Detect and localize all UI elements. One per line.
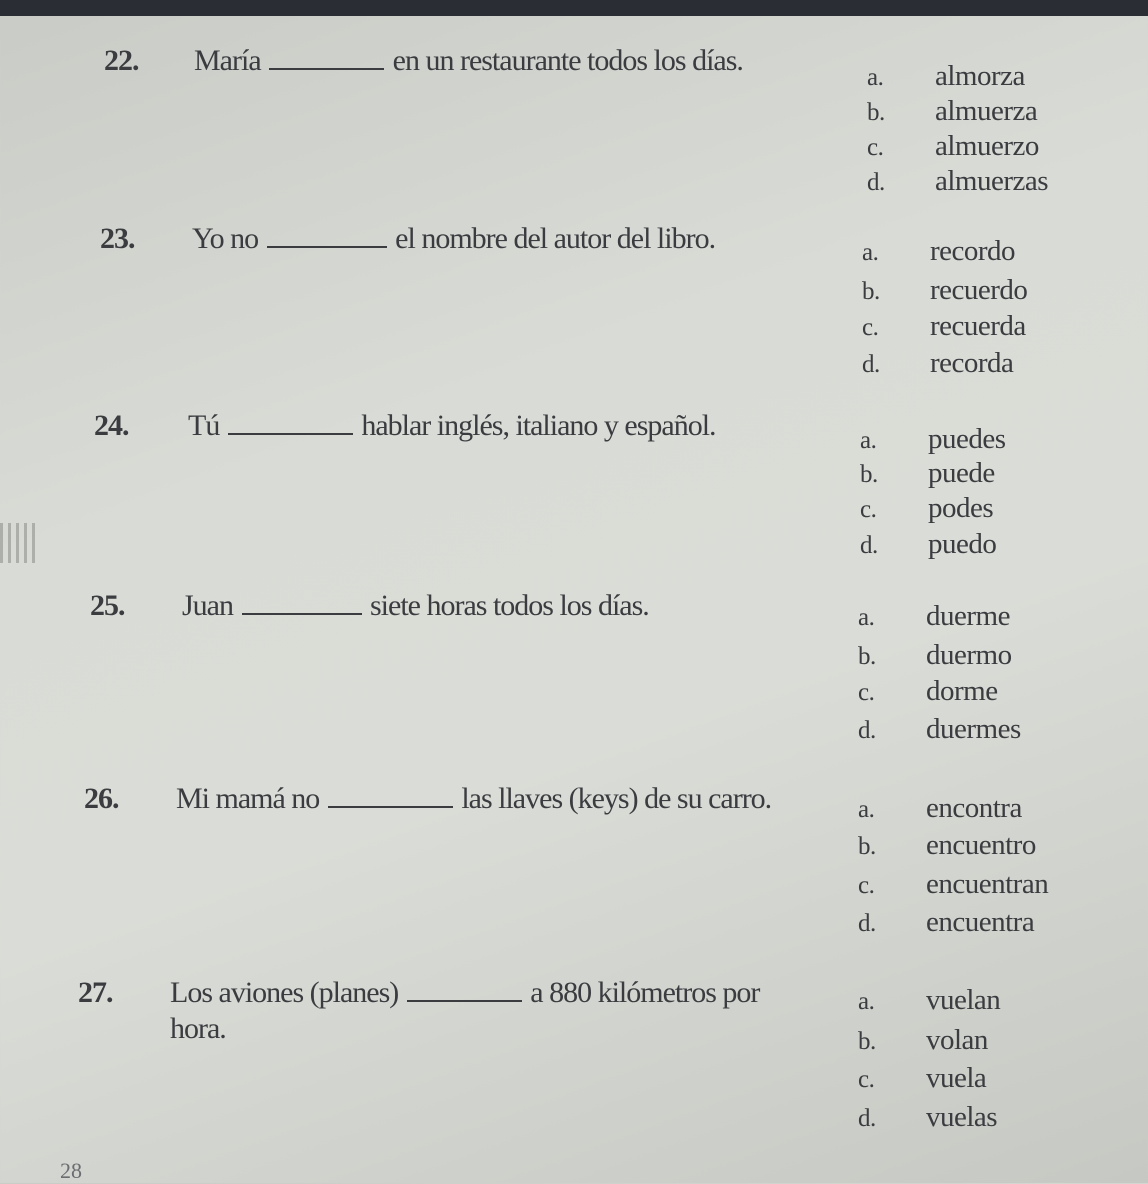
option-c[interactable] [867,130,1039,163]
option-c[interactable] [858,1062,986,1095]
answer-blank[interactable] [269,46,384,70]
option-letter: a. [858,988,875,1015]
option-text: recordo [930,235,1016,267]
option-c[interactable] [858,868,1048,901]
stem-subject: Mi mamá no [176,782,320,815]
question-number: 23. [100,222,135,255]
stem-subject: Juan [182,589,233,622]
answer-blank[interactable] [267,224,387,248]
option-a[interactable] [858,984,1000,1017]
cut-off-question-number: 28 [60,1158,82,1183]
option-text: puedes [928,423,1006,455]
option-letter: b. [862,278,880,305]
option-b[interactable] [860,457,995,490]
question-number: 26. [84,782,119,815]
option-text: almuerza [935,95,1038,127]
option-text: encuentro [926,829,1036,861]
option-c[interactable] [860,492,993,525]
option-text: puede [928,457,995,489]
question-stem [188,409,716,443]
option-letter: b. [867,99,885,126]
option-text: duermo [926,639,1012,671]
stem-rest: siete horas todos los días. [370,589,649,622]
option-letter: b. [858,643,876,670]
question-stem [170,976,759,1010]
option-letter: c. [860,496,877,523]
option-text: vuela [926,1062,987,1094]
option-d[interactable] [858,1101,997,1134]
option-letter: a. [858,796,875,823]
option-letter: c. [858,679,875,706]
answer-blank[interactable] [242,591,362,615]
option-text: dorme [926,675,998,707]
option-a[interactable] [860,423,1006,456]
option-letter: b. [860,461,878,488]
option-a[interactable] [867,60,1025,93]
option-b[interactable] [858,639,1012,672]
stem-rest: en un restaurante todos los días. [392,44,743,77]
question-25 [0,589,1148,759]
option-d[interactable] [858,906,1034,939]
stem-rest: hablar inglés, italiano y español. [361,409,716,442]
option-text: encontra [926,792,1022,824]
option-b[interactable] [858,1024,988,1057]
option-text: duermes [926,713,1021,745]
question-stem [194,44,743,78]
question-number: 27. [78,976,113,1009]
stem-rest: las llaves (keys) de su carro. [461,782,772,815]
option-letter: d. [858,717,876,744]
option-c[interactable] [862,310,1026,343]
question-22 [0,44,1148,214]
answer-blank[interactable] [228,411,353,435]
option-letter: d. [858,1105,876,1132]
option-a[interactable] [862,235,1015,268]
question-23 [0,222,1148,392]
option-letter: a. [867,64,884,91]
option-letter: b. [858,1028,876,1055]
option-text: duerme [926,600,1010,632]
option-text: almorza [935,60,1025,92]
option-a[interactable] [858,792,1022,825]
question-stem [176,782,771,816]
option-text: volan [926,1024,988,1056]
option-b[interactable] [858,829,1036,862]
option-d[interactable] [862,347,1013,380]
option-letter: a. [860,427,877,454]
question-number: 25. [90,589,125,622]
option-letter: c. [867,134,884,161]
option-text: recuerda [930,310,1026,342]
option-d[interactable] [858,713,1021,746]
option-letter: a. [858,604,875,631]
worksheet-page [0,16,1148,1183]
question-24 [0,409,1148,579]
option-d[interactable] [860,528,996,561]
option-letter: d. [860,532,878,559]
question-stem [182,589,649,623]
top-edge-bar [0,0,1148,16]
option-b[interactable] [862,274,1027,307]
option-text: puedo [928,528,997,560]
option-text: vuelan [926,984,1001,1016]
option-letter: c. [858,872,875,899]
question-26 [0,782,1148,952]
option-text: vuelas [926,1101,998,1133]
option-letter: d. [867,169,885,196]
question-27 [0,976,1148,1146]
option-text: recorda [930,347,1014,379]
option-d[interactable] [867,165,1048,198]
stem-subject: María [194,44,261,77]
stem-subject: Los aviones (planes) [170,976,399,1009]
option-letter: c. [858,1066,875,1093]
question-number: 22. [104,44,139,77]
question-stem [192,222,715,256]
stem-continuation: hora. [170,1012,226,1045]
stem-rest: el nombre del autor del libro. [395,222,716,255]
option-letter: d. [862,351,880,378]
option-text: recuerdo [930,274,1028,306]
option-letter: a. [862,239,879,266]
option-c[interactable] [858,675,998,708]
option-b[interactable] [867,95,1037,128]
answer-blank[interactable] [407,978,522,1002]
option-text: almuerzas [935,165,1049,197]
stem-rest: a 880 kilómetros por [530,976,760,1009]
question-number: 24. [94,409,129,442]
option-text: podes [928,492,994,524]
stem-subject: Tú [188,409,220,442]
option-text: almuerzo [935,130,1039,162]
option-letter: c. [862,314,879,341]
answer-blank[interactable] [328,784,453,808]
option-letter: d. [858,910,876,937]
option-text: encuentra [926,906,1035,938]
option-text: encuentran [926,868,1049,900]
stem-subject: Yo no [192,222,259,255]
option-a[interactable] [858,600,1010,633]
option-letter: b. [858,833,876,860]
